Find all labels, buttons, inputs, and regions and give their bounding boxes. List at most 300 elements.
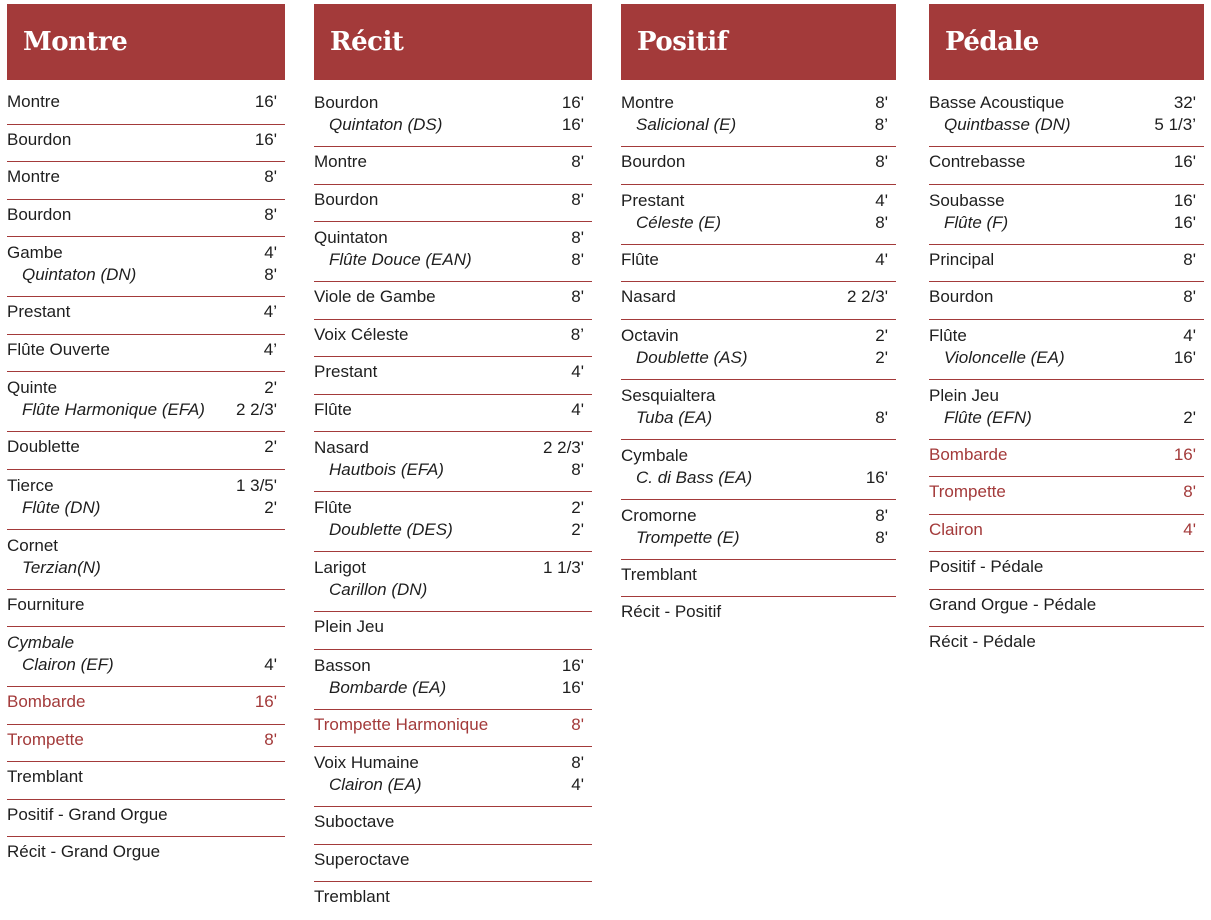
stop-row xyxy=(314,882,592,920)
stop-pitch: 4' xyxy=(571,399,584,419)
stop-name: Bourdon xyxy=(929,287,994,306)
stop-line xyxy=(7,475,285,497)
stop-name: Prestant xyxy=(7,302,71,321)
stop-name: Trompette Harmonique xyxy=(314,714,489,734)
stop-line xyxy=(929,151,1204,173)
stop-line xyxy=(314,849,592,871)
stop-pitch: 16' xyxy=(1173,190,1196,210)
stop-name: Récit - Pédale xyxy=(929,632,1036,651)
stop-list xyxy=(929,87,1204,665)
stop-name: Tremblant xyxy=(7,767,83,786)
stop-pitch: 8' xyxy=(571,287,584,306)
stop-line xyxy=(314,655,592,677)
stop-line-secondary xyxy=(621,212,896,234)
stop-name: Cromorne xyxy=(621,505,697,525)
stop-pitch: 8' xyxy=(264,204,277,224)
stop-pitch: 8' xyxy=(875,93,888,112)
stop-row xyxy=(314,845,592,883)
stop-line xyxy=(314,286,592,308)
stop-line-secondary xyxy=(7,497,285,519)
column-header xyxy=(621,4,896,80)
column-header xyxy=(929,4,1204,80)
column-pedale xyxy=(929,4,1204,665)
stop-name: Flûte (EFN) xyxy=(944,407,1032,427)
stop-name: Bourdon xyxy=(7,129,72,149)
stop-pitch: 1 3/5' xyxy=(235,475,277,495)
stop-pitch: 16' xyxy=(254,92,277,111)
stop-line xyxy=(929,556,1204,578)
stop-name: Tremblant xyxy=(621,564,697,584)
stop-line xyxy=(7,766,285,788)
stop-pitch: 2 2/3' xyxy=(846,287,888,306)
stop-name: Contrebasse xyxy=(929,152,1026,171)
column-title: Récit xyxy=(330,27,404,57)
stop-line xyxy=(7,166,285,188)
stop-pitch: 2' xyxy=(571,520,584,539)
stop-pitch: 8' xyxy=(1183,287,1196,306)
stop-line xyxy=(7,841,285,863)
stop-name: Positif - Grand Orgue xyxy=(7,804,168,824)
stop-pitch: 4' xyxy=(1183,519,1196,539)
stop-row xyxy=(7,837,285,875)
stop-pitch: 8' xyxy=(1183,482,1196,501)
stop-line-secondary xyxy=(7,654,285,676)
stop-row xyxy=(621,500,896,560)
stop-line xyxy=(314,714,592,736)
stop-line-secondary xyxy=(929,407,1204,429)
stop-name: Voix Céleste xyxy=(314,324,409,344)
stop-name: Principal xyxy=(929,249,995,269)
stop-row xyxy=(7,162,285,200)
column-recit xyxy=(314,4,592,920)
stop-row xyxy=(7,725,285,763)
stop-line xyxy=(929,286,1204,308)
column-title: Pédale xyxy=(945,27,1039,57)
stop-pitch: 8' xyxy=(264,265,277,284)
stop-name: Plein Jeu xyxy=(929,385,999,405)
stop-row xyxy=(929,627,1204,665)
stop-row xyxy=(7,125,285,163)
stop-name: Doublette (AS) xyxy=(636,347,748,367)
stop-row xyxy=(929,380,1204,440)
stop-line xyxy=(929,481,1204,503)
stop-name: Trompette xyxy=(7,729,84,749)
stop-name: Bombarde (EA) xyxy=(329,677,447,697)
stop-line xyxy=(7,436,285,458)
stop-line xyxy=(621,286,896,308)
stop-line xyxy=(7,339,285,361)
stop-name: Trompette xyxy=(929,482,1006,501)
stop-name: Nasard xyxy=(314,438,369,457)
stop-line xyxy=(621,190,896,212)
stop-line xyxy=(929,594,1204,616)
stop-line-secondary xyxy=(314,249,592,271)
stop-pitch: 2' xyxy=(264,437,277,456)
stop-pitch: 16' xyxy=(1173,347,1196,367)
stop-line-secondary xyxy=(621,527,896,549)
stop-row xyxy=(314,650,592,710)
stop-line xyxy=(621,325,896,347)
stop-name: Flûte Ouverte xyxy=(7,339,110,359)
stop-pitch: 32' xyxy=(1173,93,1196,112)
stop-name: Clairon (EF) xyxy=(22,655,114,674)
stop-name: Tuba (EA) xyxy=(636,407,713,427)
stop-line xyxy=(929,325,1204,347)
stop-line xyxy=(314,361,592,383)
stop-pitch: 1 1/3' xyxy=(542,558,584,577)
stop-row xyxy=(929,147,1204,185)
stop-line-secondary xyxy=(314,114,592,136)
stop-line-secondary xyxy=(314,459,592,481)
stop-line xyxy=(621,445,896,467)
stop-name: Flûte Harmonique (EFA) xyxy=(22,400,205,419)
stop-name: Viole de Gambe xyxy=(314,287,436,306)
stop-row xyxy=(929,320,1204,380)
stop-name: Montre xyxy=(621,93,674,112)
stop-name: Clairon xyxy=(929,519,983,539)
stop-row xyxy=(621,560,896,598)
stop-line xyxy=(929,385,1204,407)
stop-row xyxy=(7,800,285,838)
stop-pitch: 8' xyxy=(264,167,277,186)
column-title: Positif xyxy=(637,27,728,57)
stop-line xyxy=(314,437,592,459)
stop-line-secondary xyxy=(929,347,1204,369)
stop-name: Quintaton xyxy=(314,228,388,247)
stop-name: Positif - Pédale xyxy=(929,557,1044,576)
stop-row xyxy=(7,297,285,335)
stop-row xyxy=(7,590,285,628)
stop-pitch: 2' xyxy=(264,497,277,517)
stop-line xyxy=(7,91,285,113)
stop-name: Hautbois (EFA) xyxy=(329,460,444,479)
stop-row xyxy=(314,147,592,185)
stop-name: Grand Orgue - Pédale xyxy=(929,594,1097,614)
stop-row xyxy=(929,245,1204,283)
stop-line-secondary xyxy=(621,347,896,369)
stop-line-secondary xyxy=(314,579,592,601)
stop-name: Flûte (F) xyxy=(944,212,1009,232)
stop-name: Violoncelle (EA) xyxy=(944,347,1065,367)
stop-row xyxy=(314,357,592,395)
stop-name: C. di Bass (EA) xyxy=(636,467,753,487)
stop-list xyxy=(7,87,285,875)
stop-row xyxy=(314,222,592,282)
stop-name: Soubasse xyxy=(929,190,1005,210)
stop-name: Gambe xyxy=(7,243,63,262)
stop-row xyxy=(7,432,285,470)
stop-line-secondary xyxy=(621,114,896,136)
stop-name: Terzian(N) xyxy=(22,557,101,577)
stop-pitch: 16' xyxy=(865,467,888,487)
stop-line xyxy=(314,399,592,421)
stop-row xyxy=(314,185,592,223)
stop-pitch: 16' xyxy=(254,129,277,149)
stop-name: Cymbale xyxy=(621,445,689,465)
stop-line xyxy=(314,557,592,579)
stop-name: Récit - Grand Orgue xyxy=(7,842,161,861)
stop-row xyxy=(621,440,896,500)
stop-row xyxy=(7,335,285,373)
stop-row xyxy=(314,282,592,320)
stop-row xyxy=(314,807,592,845)
stop-line xyxy=(7,377,285,399)
stop-pitch: 8' xyxy=(1183,249,1196,269)
stop-name: Salicional (E) xyxy=(636,115,737,134)
stop-line xyxy=(314,324,592,346)
stop-line xyxy=(621,385,896,407)
stop-row xyxy=(314,432,592,492)
stop-pitch: 16' xyxy=(561,677,584,697)
stop-line xyxy=(7,804,285,826)
stop-row xyxy=(929,185,1204,245)
stop-pitch: 8' xyxy=(875,212,888,232)
stop-row xyxy=(7,687,285,725)
stop-name: Octavin xyxy=(621,325,679,345)
stop-line xyxy=(314,886,592,908)
stop-row xyxy=(929,515,1204,553)
stop-name: Quintaton (DN) xyxy=(22,265,137,284)
stop-row xyxy=(314,747,592,807)
stop-name: Tremblant xyxy=(314,887,390,906)
stop-name: Bombarde xyxy=(929,444,1008,464)
stop-row xyxy=(314,710,592,748)
stop-name: Flûte xyxy=(314,399,352,419)
stop-line xyxy=(7,594,285,616)
stop-row xyxy=(621,282,896,320)
stop-pitch: 8' xyxy=(571,228,584,247)
stop-row xyxy=(7,627,285,687)
stop-name: Flûte Douce (EAN) xyxy=(329,250,472,269)
stop-line xyxy=(621,151,896,173)
stop-name: Doublette (DES) xyxy=(329,520,453,539)
stop-pitch: 8' xyxy=(571,714,584,734)
stop-name: Bourdon xyxy=(314,93,379,112)
stop-line xyxy=(929,631,1204,653)
stop-name: Montre xyxy=(314,152,367,171)
stop-row xyxy=(7,762,285,800)
stop-line xyxy=(929,92,1204,114)
stop-row xyxy=(929,590,1204,628)
stop-line xyxy=(929,444,1204,466)
stop-row xyxy=(7,470,285,530)
stop-row xyxy=(621,320,896,380)
stop-name: Quintbasse (DN) xyxy=(944,115,1071,134)
stop-line xyxy=(7,632,285,654)
stop-pitch: 2' xyxy=(571,498,584,517)
stop-row xyxy=(7,530,285,590)
stop-line xyxy=(314,189,592,211)
stop-pitch: 16' xyxy=(561,115,584,134)
stop-pitch: 2 2/3' xyxy=(235,400,277,419)
stop-name: Prestant xyxy=(621,190,685,210)
stop-name: Flûte xyxy=(314,498,352,517)
stop-line xyxy=(7,242,285,264)
stop-name: Basson xyxy=(314,655,371,675)
stop-line xyxy=(314,151,592,173)
stop-name: Cornet xyxy=(7,535,59,555)
stop-pitch: 2' xyxy=(875,325,888,345)
stop-pitch: 2' xyxy=(875,347,888,367)
stop-name: Doublette xyxy=(7,437,80,456)
stop-line-secondary xyxy=(621,467,896,489)
stop-row xyxy=(621,380,896,440)
stop-line xyxy=(314,616,592,638)
stop-name: Flûte (DN) xyxy=(22,497,101,517)
stop-pitch: 8' xyxy=(571,189,584,209)
stop-name: Cymbale xyxy=(7,633,75,652)
stop-pitch: 4’ xyxy=(263,302,277,321)
stop-line xyxy=(7,535,285,557)
stop-row xyxy=(621,87,896,147)
stop-row xyxy=(621,245,896,283)
stop-pitch: 16' xyxy=(561,655,584,675)
stop-row xyxy=(621,147,896,185)
stop-line-secondary xyxy=(7,399,285,421)
stop-line xyxy=(929,249,1204,271)
stop-row xyxy=(621,185,896,245)
stop-line-secondary xyxy=(314,774,592,796)
stop-line-secondary xyxy=(929,114,1204,136)
stop-name: Céleste (E) xyxy=(636,212,722,232)
stop-pitch: 2' xyxy=(1183,407,1196,427)
stop-row xyxy=(314,395,592,433)
stop-line xyxy=(314,752,592,774)
stop-row xyxy=(621,597,896,635)
column-positif xyxy=(621,4,896,635)
stop-line-secondary xyxy=(929,212,1204,234)
stop-name: Quintaton (DS) xyxy=(329,115,443,134)
stop-row xyxy=(929,282,1204,320)
stop-row xyxy=(314,552,592,612)
stop-name: Nasard xyxy=(621,287,676,306)
stop-row xyxy=(929,552,1204,590)
stop-name: Bourdon xyxy=(314,189,379,209)
stop-pitch: 16' xyxy=(561,93,584,112)
column-header xyxy=(7,4,285,80)
stop-row xyxy=(929,477,1204,515)
stop-name: Flûte xyxy=(929,325,967,345)
stop-line xyxy=(7,729,285,751)
stop-pitch: 4' xyxy=(875,190,888,210)
stop-name: Tierce xyxy=(7,475,54,495)
stop-name: Bourdon xyxy=(7,204,72,224)
stop-name: Bourdon xyxy=(621,152,686,171)
stop-pitch: 2 2/3' xyxy=(542,438,584,457)
stop-pitch: 16' xyxy=(1173,444,1196,464)
stop-pitch: 4' xyxy=(875,249,888,269)
stop-name: Carillon (DN) xyxy=(329,580,428,599)
stop-line xyxy=(621,564,896,586)
stop-line xyxy=(621,505,896,527)
stop-pitch: 8' xyxy=(875,527,888,547)
stop-row xyxy=(7,200,285,238)
stop-line xyxy=(621,601,896,623)
stop-pitch: 8' xyxy=(571,250,584,269)
stop-pitch: 8' xyxy=(571,460,584,479)
stop-pitch: 4' xyxy=(264,243,277,262)
stop-pitch: 4' xyxy=(571,775,584,794)
stop-line xyxy=(314,227,592,249)
stop-row xyxy=(929,87,1204,147)
stop-name: Récit - Positif xyxy=(621,602,722,621)
stop-row xyxy=(7,237,285,297)
stop-line xyxy=(314,811,592,833)
stop-pitch: 8' xyxy=(875,505,888,525)
column-title: Montre xyxy=(23,27,128,57)
stop-pitch: 4' xyxy=(571,362,584,381)
stop-name: Suboctave xyxy=(314,812,395,831)
stop-line xyxy=(7,691,285,713)
stop-pitch: 8' xyxy=(571,152,584,171)
column-header xyxy=(314,4,592,80)
stop-name: Prestant xyxy=(314,362,378,381)
stop-line-secondary xyxy=(7,264,285,286)
stop-line-secondary xyxy=(621,407,896,429)
stop-name: Trompette (E) xyxy=(636,527,740,547)
stop-name: Superoctave xyxy=(314,849,410,869)
stop-name: Flûte xyxy=(621,249,659,269)
stop-pitch: 8’ xyxy=(874,115,888,134)
stop-pitch: 16' xyxy=(1173,152,1196,171)
stop-pitch: 8' xyxy=(264,729,277,749)
stop-line-secondary xyxy=(314,519,592,541)
stop-row xyxy=(7,372,285,432)
stop-pitch: 5 1/3’ xyxy=(1154,115,1196,134)
stop-line xyxy=(7,301,285,323)
stop-pitch: 8' xyxy=(571,753,584,772)
stop-row xyxy=(314,87,592,147)
stop-line xyxy=(621,92,896,114)
stop-pitch: 4’ xyxy=(263,339,277,359)
column-montre xyxy=(7,4,285,875)
stop-pitch: 8’ xyxy=(570,324,584,344)
stop-row xyxy=(314,612,592,650)
stop-line xyxy=(314,92,592,114)
stop-pitch: 8' xyxy=(875,152,888,171)
stop-pitch: 2' xyxy=(264,378,277,397)
stop-row xyxy=(929,440,1204,478)
stop-row xyxy=(314,320,592,358)
stop-name: Larigot xyxy=(314,558,366,577)
stop-list xyxy=(621,87,896,635)
stop-line xyxy=(7,204,285,226)
stop-line xyxy=(314,497,592,519)
stop-row xyxy=(314,492,592,552)
stop-name: Plein Jeu xyxy=(314,617,384,636)
stop-line xyxy=(621,249,896,271)
stop-name: Quinte xyxy=(7,378,58,397)
stop-list xyxy=(314,87,592,920)
stop-line-secondary xyxy=(7,557,285,579)
stop-name: Voix Humaine xyxy=(314,753,419,772)
stop-name: Basse Acoustique xyxy=(929,93,1065,112)
stop-pitch: 16' xyxy=(254,692,277,711)
stop-line xyxy=(7,129,285,151)
stop-line xyxy=(929,190,1204,212)
stop-name: Clairon (EA) xyxy=(329,775,422,794)
stop-line-secondary xyxy=(314,677,592,699)
stop-pitch: 16' xyxy=(1173,212,1196,232)
stop-name: Fourniture xyxy=(7,594,85,614)
stop-name: Montre xyxy=(7,167,60,186)
stop-name: Bombarde xyxy=(7,692,86,711)
stop-pitch: 8' xyxy=(875,407,888,427)
stop-row xyxy=(7,87,285,125)
stop-name: Sesquialtera xyxy=(621,385,716,405)
stop-pitch: 4' xyxy=(1183,325,1196,345)
stop-name: Montre xyxy=(7,92,60,111)
